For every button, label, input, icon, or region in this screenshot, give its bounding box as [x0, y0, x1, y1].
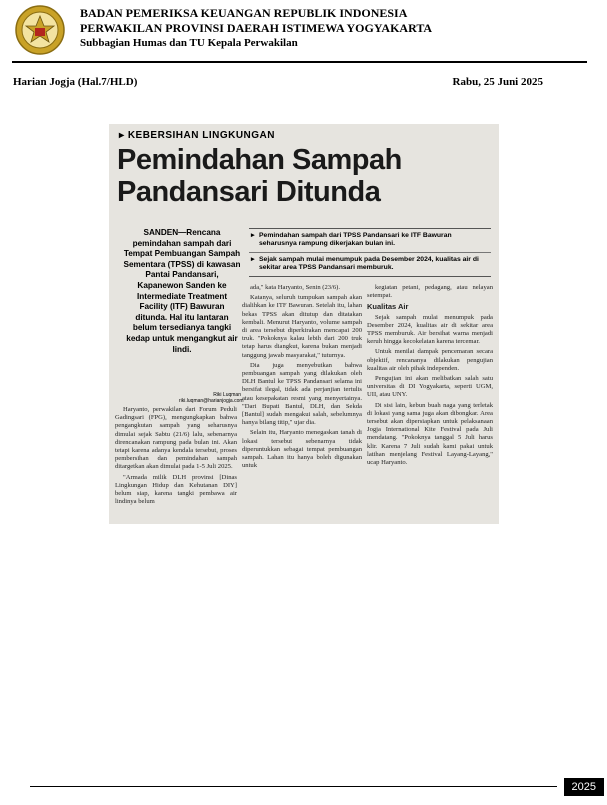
- bpk-logo: [14, 4, 66, 56]
- paragraph: "Armada milik DLH provinsi [Dinas Lingkungan Hidup dan Kehutanan DIY] belum siap, karena tangki pembawa air lindinya belum: [115, 473, 237, 506]
- paragraph: ada," kata Haryanto, Senin (23/6).: [250, 284, 341, 291]
- paragraph: Di sisi lain, kebun buah naga yang terletak di lokasi yang sama juga akan dibongkar. Area tersebut akan dipersiapkan untuk pelaksanaan Jogja International Kite Festival pada Juli mendatang. "Pokoknya tanggal 5 Juli harus klir. Karena 7 Juli sudah kami pakai untuk latihan menjelang Festival Layang-Layang," ucap Haryanto.: [367, 401, 493, 467]
- news-clipping: [109, 124, 499, 524]
- source-label: Harian Jogja (Hal.7/HLD): [13, 76, 138, 88]
- paragraph: Pengujian ini akan melibatkan salah satu universitas di DI Yogyakarta, seperti UGM, UII, atau UNY.: [367, 375, 493, 399]
- article-lead: SANDEN—Rencana pemindahan sampah dari Tempat Pembuangan Sampah Sementara (TPSS) di kawasan Pantai Pandansari, Kapanewon Sanden ke Intermediate Treatment Facility (ITF) Bawuran ditunda. Hal itu lantaran belum tersedianya tangki kedap untuk mengangkut air lindi.: [123, 228, 241, 354]
- paragraph: Haryanto, perwakilan dari Forum Peduli Gadingsari (FPG), mengungkapkan bahwa pengangkutan sampah yang seharusnya dimulai sejak Sabtu (21/6) lalu, sebenarnya direncanakan rampung pada bulan ini. Akan tetapi karena adanya kendala tersebut, proses pembersihan dan pemindahan sampah ditargetkan akan dimulai pada 1-5 Juli 2025.: [115, 406, 237, 471]
- article-highlights: [249, 228, 491, 277]
- highlight-item: ▸ Pemindahan sampah dari TPSS Pandansari ke ITF Bawuran seharusnya rampung dikerjakan bulan ini.: [249, 229, 491, 252]
- publication-date: Rabu, 25 Juni 2025: [452, 76, 543, 88]
- paragraph: Selain itu, Haryanto menegaskan tanah di lokasi tersebut sebenarnya tidak diperuntukkan sebagai tempat pembuangan sampah. Lahan itu hanya boleh digunakan untuk: [242, 429, 362, 470]
- section-subheading: Kualitas Air: [367, 302, 409, 312]
- article-byline: [179, 392, 244, 404]
- unit-name: Subbagian Humas dan TU Kepala Perwakilan: [80, 37, 298, 49]
- article-column-1: [115, 406, 237, 508]
- paragraph: Sejak sampah mulai menumpuk pada Desember 2024, kualitas air di sekitar area TPSS memburuk. Air bersihat warna menjadi keruh hingga kecokelatan karena tercemar.: [367, 313, 493, 346]
- office-name: PERWAKILAN PROVINSI DAERAH ISTIMEWA YOGYAKARTA: [80, 21, 433, 35]
- paragraph: Katanya, seluruh tumpukan sampah akan dialihkan ke ITF Bawuran. Setelah itu, lahan bekas TPSS akan ditutup dan ditatakan kembali. Menurut Haryanto, volume sampah di area tersebut diperkirakan mencapai 200 truk. "Pokoknya kalau lebih dari 200 truk tetap harus diangkut, karena bukan menjadi tanggung jawab masyarakat," tuturnya.: [242, 294, 362, 359]
- article-kicker: ▸ KEBERSIHAN LINGKUNGAN: [119, 130, 275, 141]
- footer-divider: [30, 786, 557, 787]
- agency-header: [80, 6, 432, 51]
- agency-name: BADAN PEMERIKSA KEUANGAN REPUBLIK INDONESIA: [80, 6, 408, 20]
- highlight-item: ▸ Sejak sampah mulai menumpuk pada Desember 2024, kualitas air di sekitar area TPSS Pandansari memburuk.: [249, 252, 491, 276]
- author-email: riki.luqman@harianjogja.com: [179, 398, 244, 404]
- paragraph: kegiatan petani, pedagang, atau nelayan setempat.: [367, 284, 493, 300]
- article-column-3: [367, 284, 493, 469]
- headline-line-1: Pemindahan Sampah: [117, 144, 402, 176]
- header-divider: [12, 61, 587, 63]
- article-headline: [117, 144, 402, 208]
- headline-line-2: Pandansari Ditunda: [117, 176, 381, 208]
- article-column-2: [242, 284, 362, 472]
- year-badge: 2025: [564, 778, 604, 796]
- author-name: Riki Luqman: [213, 392, 241, 398]
- paragraph: Untuk menilai dampak pencemaran secara objektif, rencananya dilakukan pengujian kualitas air oleh pihak independen.: [367, 348, 493, 372]
- paragraph: Dia juga menyebutkan bahwa pembuangan sampah yang dilakukan oleh DLH Bantul ke TPSS Pandansari selama ini bersifat ilegal, tidak ada perjanjian tertulis atau kesepakatan resmi yang menyertainya. "Dari Bupati Bantul, DLH, dan Sekda [Bantul] sudah mengakui salah, sebelumnya hanya bilang titip," ujar dia.: [242, 361, 362, 427]
